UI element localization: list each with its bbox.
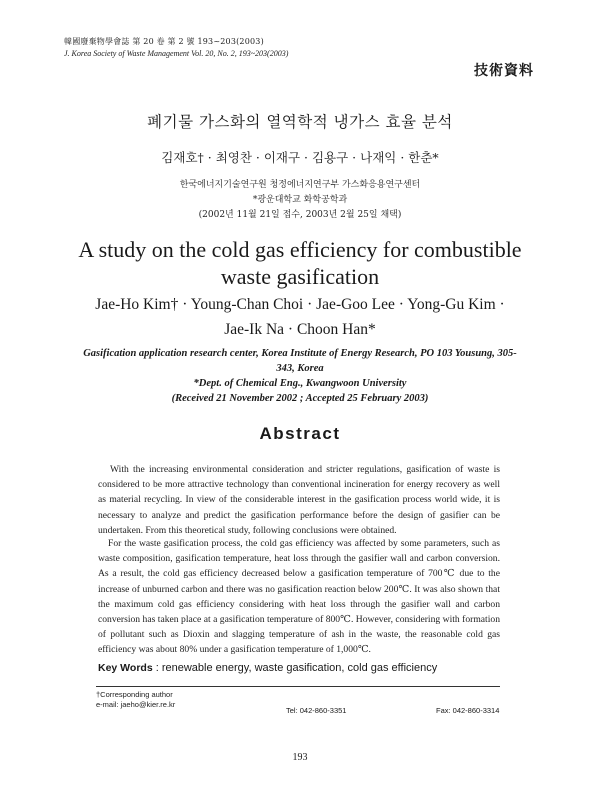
journal-citation-korean: 韓國廢棄物學會誌 第 20 卷 第 2 號 193~203(2003)	[64, 37, 264, 46]
footnote-email: e-mail: jaeho@kier.re.kr	[96, 700, 176, 709]
english-affiliation-2: *Dept. of Chemical Eng., Kwangwoon University	[193, 378, 407, 389]
journal-citation-english: J. Korea Society of Waste Management Vol. 20, No. 2, 193~203(2003)	[64, 49, 289, 58]
abstract-paragraph-1: With the increasing environmental consideration and stricter regulations, gasification of waste is considered to be more attractive technology than conventional incineration for energy recovery as well as material recycling. In view of the considerable interest in the gasification process world wide, it is necessary to analyze and predict the gasification performance before the design of gasifier can be undertaken. From this theoretical study, following conclusions were obtained.	[98, 464, 500, 536]
footnote-tel: Tel: 042-860-3351	[286, 706, 347, 715]
page-number: 193	[292, 752, 308, 763]
journal-header	[64, 36, 288, 60]
english-title: A study on the cold gas efficiency for combustible waste gasification	[78, 237, 522, 289]
korean-affiliation-2: *광운대학교 화학공학과	[252, 195, 348, 205]
korean-title: 폐기물 가스화의 열역학적 냉가스 효율 분석	[147, 113, 453, 131]
english-authors-line-2: Jae-Ik Na · Choon Han*	[224, 321, 376, 338]
english-affiliation-1: Gasification application research center, Korea Institute of Energy Research, PO 103 Yousung, 305-343, Korea	[83, 348, 517, 374]
footnote-corresponding: †Corresponding author	[96, 690, 173, 699]
section-tag: 技術資料	[474, 63, 534, 79]
korean-affiliation-1: 한국에너지기술연구원 청정에너지연구부 가스화응용연구센터	[179, 180, 421, 190]
abstract-heading: Abstract	[259, 424, 341, 443]
footnote-divider	[96, 686, 500, 687]
english-affiliation	[0, 346, 600, 406]
footnote-fax: Fax: 042-860-3314	[436, 706, 500, 715]
korean-affiliation	[0, 178, 600, 223]
korean-authors: 김재호† · 최영찬 · 이재구 · 김용구 · 나재익 · 한춘*	[161, 150, 439, 165]
keywords	[98, 662, 437, 674]
korean-dates: (2002년 11월 21일 접수, 2003년 2월 25일 채택)	[198, 210, 402, 220]
keywords-text: : renewable energy, waste gasification, cold gas efficiency	[155, 662, 438, 674]
english-authors	[0, 292, 600, 342]
english-authors-line-1: Jae-Ho Kim† · Young-Chan Choi · Jae-Goo Lee · Yong-Gu Kim ·	[95, 296, 505, 313]
keywords-label: Key Words	[98, 662, 153, 674]
abstract-paragraph-2: For the waste gasification process, the cold gas efficiency was affected by some parameters, such as waste composition, gasification temperature, heat loss through the gasifier wall and carbon conversion. As a result, the cold gas efficiency decreased below a gasification temperature of 700℃ due to the increase of unburned carbon and there was no gasification reaction below 200℃. It was also shown that the maximum cold gas efficiency considering with heat loss through the gasifier wall and carbon conversion has taken place at a gasification temperature of 800℃. However, considering with formation of pollutant such as Dioxin and slagging temperature of ash in the waste, the reasonable cold gas efficiency was about 80% under a gasification temperature of 1,000℃.	[98, 538, 500, 656]
english-dates: (Received 21 November 2002 ; Accepted 25 February 2003)	[171, 393, 429, 404]
